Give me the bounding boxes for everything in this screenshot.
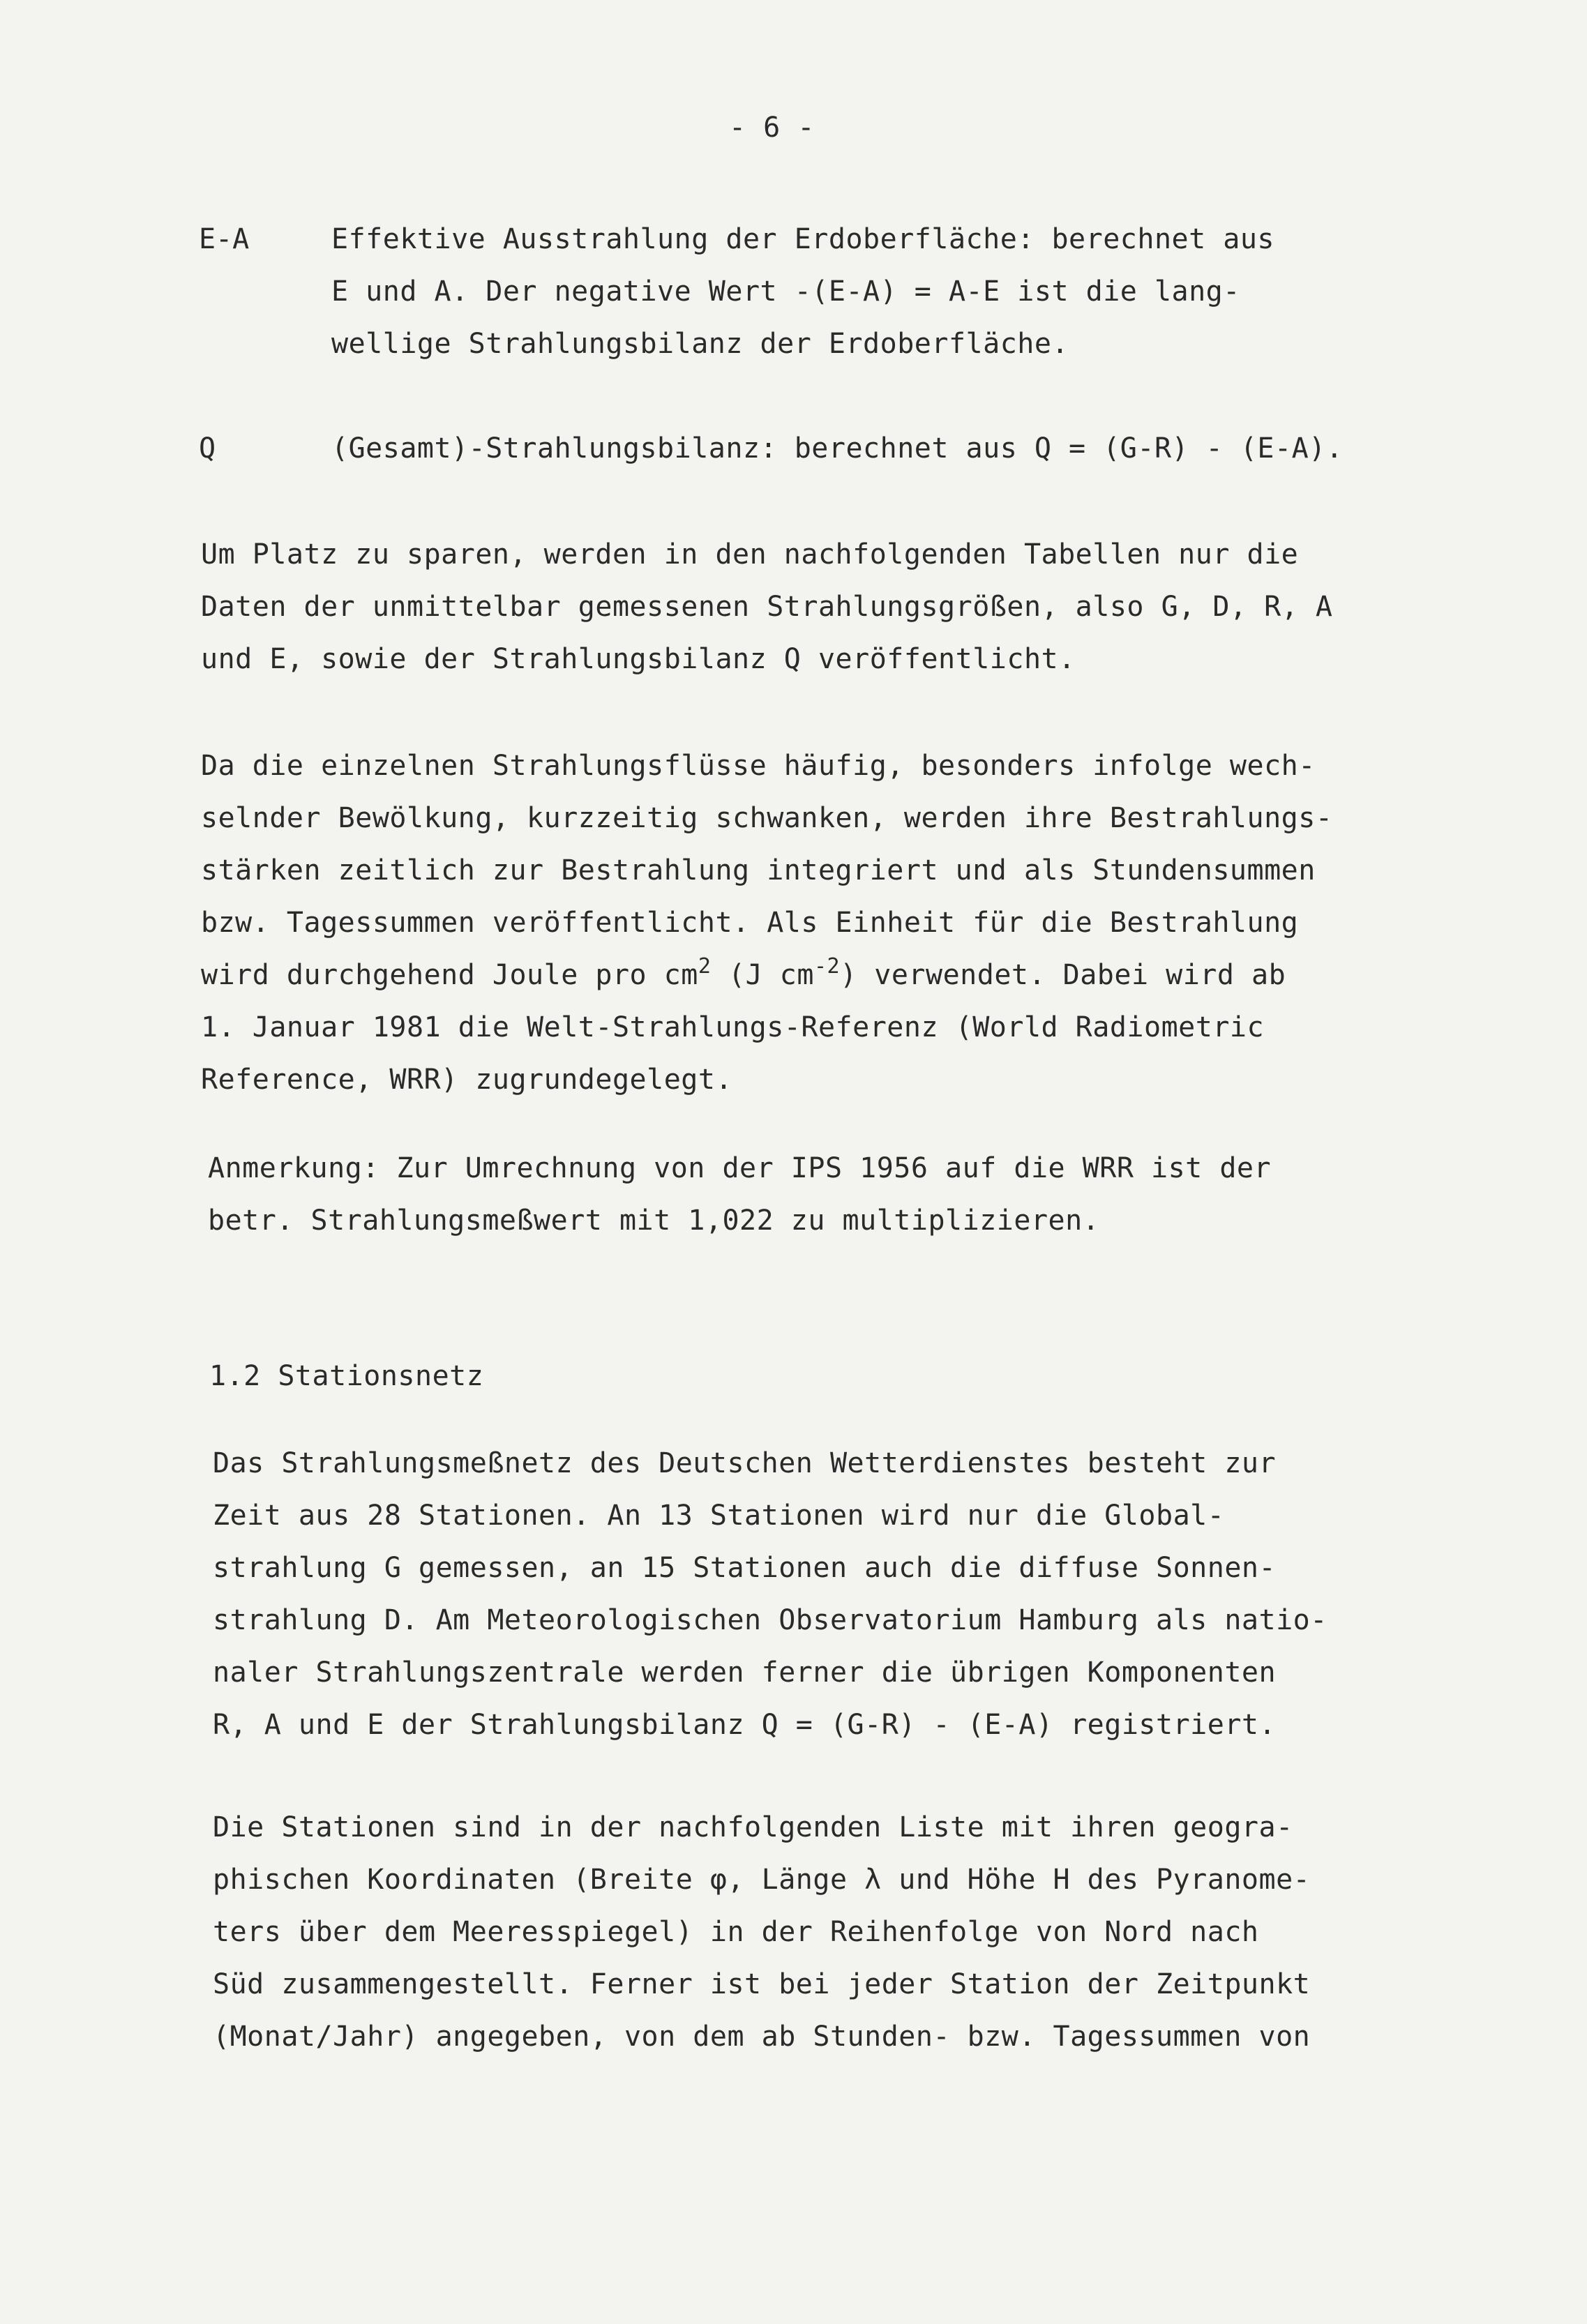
paragraph-line: Reference, WRR) zugrundegelegt. [201,1064,733,1096]
paragraph-line: 1. Januar 1981 die Welt-Strahlungs-Referenz (World Radiometric [201,1011,1265,1043]
paragraph-line: Um Platz zu sparen, werden in den nachfolgenden Tabellen nur die [201,538,1299,571]
paragraph-line: Daten der unmittelbar gemessenen Strahlungsgrößen, also G, D, R, A [201,591,1333,623]
paragraph-line: strahlung G gemessen, an 15 Stationen auch die diffuse Sonnen- [213,1552,1277,1584]
paragraph-line: Da die einzelnen Strahlungsflüsse häufig, besonders infolge wech- [201,750,1316,782]
paragraph-line: bzw. Tagessummen veröffentlicht. Als Einheit für die Bestrahlung [201,907,1299,939]
definition-text-line: E und A. Der negative Wert -(E-A) = A-E ist die lang- [331,276,1240,308]
unit-text: ) verwendet. Dabei wird ab [840,959,1286,991]
remark-line: Anmerkung: Zur Umrechnung von der IPS 1956 auf die WRR ist der [208,1152,1272,1184]
unit-text: (J cm [711,959,814,991]
paragraph-line: strahlung D. Am Meteorologischen Observatorium Hamburg als natio- [213,1604,1327,1636]
paragraph-line: Zeit aus 28 Stationen. An 13 Stationen wird nur die Global- [213,1500,1225,1532]
paragraph-line: R, A und E der Strahlungsbilanz Q = (G-R) - (E-A) registriert. [213,1709,1277,1741]
paragraph-line: Die Stationen sind in der nachfolgenden Liste mit ihren geogra- [213,1811,1293,1843]
paragraph-line: (Monat/Jahr) angegeben, von dem ab Stunden- bzw. Tagessummen von [213,2021,1311,2053]
paragraph-line: ters über dem Meeresspiegel) in der Reihenfolge von Nord nach [213,1916,1259,1948]
unit-text: wird durchgehend Joule pro cm [201,959,698,991]
page-number: - 6 - [729,112,815,144]
definition-term-e-a: E-A [199,223,250,255]
definition-text-line: (Gesamt)-Strahlungsbilanz: berechnet aus Q = (G-R) - (E-A). [331,432,1344,465]
paragraph-line: selnder Bewölkung, kurzzeitig schwanken, werden ihre Bestrahlungs- [201,802,1333,834]
paragraph-line: Das Strahlungsmeßnetz des Deutschen Wetterdienstes besteht zur [213,1447,1277,1479]
paragraph-line: naler Strahlungszentrale werden ferner die übrigen Komponenten [213,1657,1277,1689]
remark-line: betr. Strahlungsmeßwert mit 1,022 zu multiplizieren. [208,1205,1100,1237]
definition-text-line: Effektive Ausstrahlung der Erdoberfläche: berechnet aus [331,223,1275,255]
section-heading: 1.2 Stationsnetz [209,1360,484,1392]
definition-term-q: Q [199,432,216,465]
paragraph-line: Süd zusammengestellt. Ferner ist bei jeder Station der Zeitpunkt [213,1968,1311,2000]
unit-line [201,954,1286,991]
paragraph-line: und E, sowie der Strahlungsbilanz Q veröffentlicht. [201,643,1076,675]
definition-text-line: wellige Strahlungsbilanz der Erdoberfläche. [331,328,1069,360]
paragraph-line: phischen Koordinaten (Breite φ, Länge λ und Höhe H des Pyranome- [213,1864,1311,1896]
superscript-minus-2: -2 [813,954,841,979]
superscript-2: 2 [698,954,712,979]
paragraph-line: stärken zeitlich zur Bestrahlung integriert und als Stundensummen [201,854,1316,886]
